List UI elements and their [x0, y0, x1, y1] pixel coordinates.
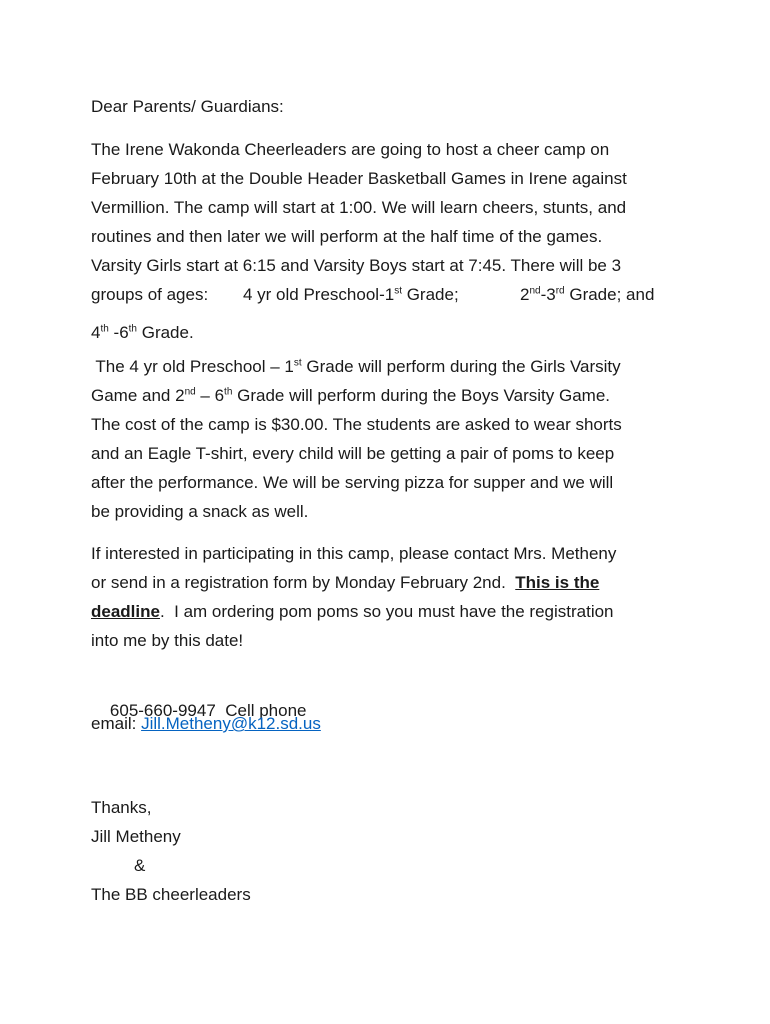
p3-line-4: into me by this date! — [91, 631, 244, 650]
paragraph-2 — [91, 352, 691, 526]
p1-group-2-sup-2: rd — [555, 285, 565, 297]
ampersand: & — [134, 856, 146, 875]
p1-line-7 — [91, 323, 194, 342]
p1-groups-label: groups of ages: — [91, 285, 209, 304]
p1-group-1-text: 4 yr old Preschool-1 — [243, 285, 395, 304]
p1-line-3: Vermillion. The camp will start at 1:00. We will learn cheers, stunts, and — [91, 198, 627, 217]
deadline-word: deadline — [91, 602, 160, 621]
paragraph-1 — [91, 135, 691, 347]
p1-group-2 — [520, 280, 654, 309]
p1-line-5: Varsity Girls start at 6:15 and Varsity Boys start at 7:45. There will be 3 — [91, 256, 622, 275]
p1-group-1-sup: st — [394, 285, 402, 297]
p2-line-2 — [91, 386, 610, 405]
paragraph-3 — [91, 539, 691, 655]
p1-line-6 — [91, 280, 691, 309]
p1-group-3-sup-b: th — [128, 323, 137, 335]
p1-group-3-c: Grade. — [137, 323, 194, 342]
p1-group-1 — [243, 280, 459, 309]
p1-group-2-grade: Grade; and — [564, 285, 655, 304]
p1-group-3-sup-a: th — [100, 323, 109, 335]
p1-line-4: routines and then later we will perform at the half time of the games. — [91, 227, 603, 246]
p2-line-1 — [91, 357, 621, 376]
p2-line-1-a: The 4 yr old Preschool – 1 — [91, 357, 294, 376]
p2-line-1-sup: st — [293, 357, 302, 369]
email-line — [91, 709, 691, 738]
p3-line-3-b: . I am ordering pom poms so you must have the registration — [159, 602, 614, 621]
p2-line-5: after the performance. We will be serving pizza for supper and we will — [91, 473, 614, 492]
p1-line-2: February 10th at the Double Header Basketball Games in Irene against — [91, 169, 627, 188]
p2-line-2-a: Game and 2 — [91, 386, 185, 405]
p3-line-3 — [91, 602, 614, 621]
p1-group-3-a: 4 — [91, 323, 101, 342]
p1-group-2-dash: -3 — [540, 285, 556, 304]
p2-line-4: and an Eagle T-shirt, every child will be getting a pair of poms to keep — [91, 444, 615, 463]
signature: Jill Metheny — [91, 827, 181, 846]
p2-line-2-sup-b: th — [224, 386, 233, 398]
p2-line-1-b: Grade will perform during the Girls Varsity — [301, 357, 621, 376]
p2-line-3: The cost of the camp is $30.00. The students are asked to wear shorts — [91, 415, 622, 434]
p3-line-2 — [91, 573, 599, 592]
signoff: The BB cheerleaders — [91, 885, 251, 904]
p1-line-1: The Irene Wakonda Cheerleaders are going to host a cheer camp on — [91, 140, 610, 159]
p1-group-2-text: 2 — [520, 285, 530, 304]
p1-group-2-sup: nd — [529, 285, 541, 297]
p1-group-1-grade: Grade; — [401, 285, 459, 304]
email-label: email: — [91, 714, 142, 733]
greeting-text: Dear Parents/ Guardians: — [91, 97, 284, 116]
phone-text: 605-660-9947 Cell phone — [109, 701, 307, 720]
p2-line-6: be providing a snack as well. — [91, 502, 309, 521]
closing: Thanks, — [91, 798, 152, 817]
deadline-emphasis: This is the — [515, 573, 600, 592]
p3-line-1: If interested in participating in this camp, please contact Mrs. Metheny — [91, 544, 617, 563]
p2-line-2-sup-a: nd — [184, 386, 196, 398]
p1-group-3-b: -6 — [108, 323, 129, 342]
p2-line-2-b: – 6 — [195, 386, 225, 405]
greeting — [91, 92, 691, 121]
p2-line-2-c: Grade will perform during the Boys Varsity Game. — [232, 386, 610, 405]
email-link[interactable]: Jill.Metheny@k12.sd.us — [141, 714, 321, 733]
p3-line-2-a: or send in a registration form by Monday February 2nd. — [91, 573, 516, 592]
closing-block — [91, 793, 691, 909]
